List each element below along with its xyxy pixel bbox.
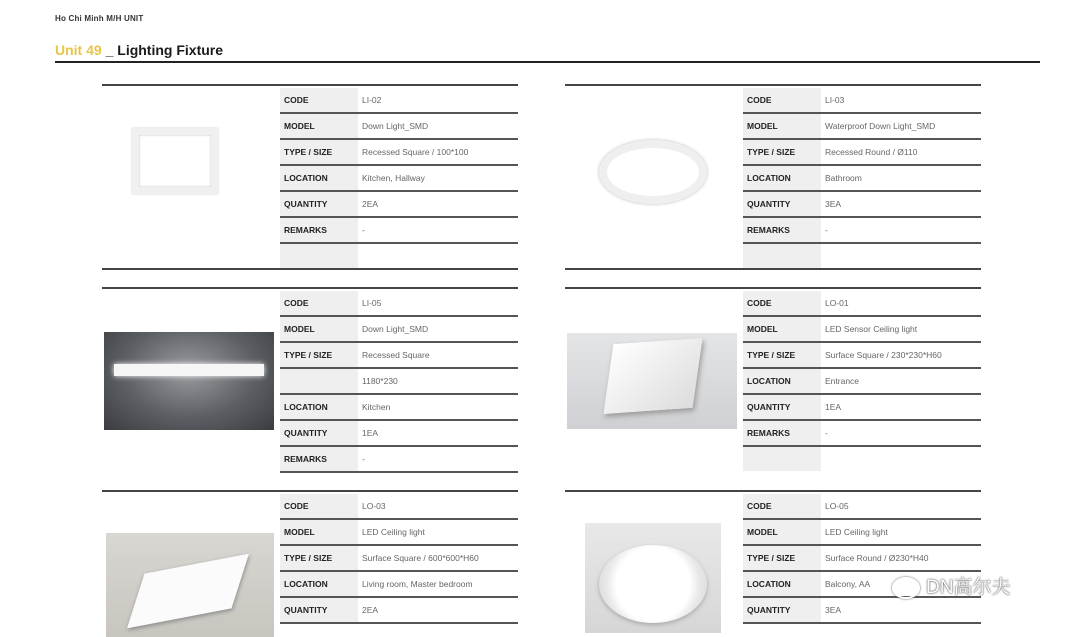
fixture-block-li-03 bbox=[565, 84, 981, 272]
block-top-rule bbox=[102, 84, 518, 86]
value-quantity: 1EA bbox=[362, 428, 379, 438]
spec-row-model bbox=[743, 317, 981, 343]
spec-row-quantity bbox=[280, 421, 518, 447]
spec-row-location bbox=[280, 166, 518, 192]
fixture-photo bbox=[106, 533, 274, 637]
label-model: MODEL bbox=[743, 520, 821, 544]
spec-row-type-size bbox=[743, 140, 981, 166]
value-model: LED Sensor Ceiling light bbox=[825, 324, 918, 334]
spec-row-remarks bbox=[280, 447, 518, 473]
block-top-rule bbox=[565, 490, 981, 492]
value-model: LED Ceiling light bbox=[362, 527, 425, 537]
fixture-block-li-05 bbox=[102, 287, 518, 477]
label-type-size: TYPE / SIZE bbox=[743, 140, 821, 164]
label-code: CODE bbox=[743, 291, 821, 315]
spec-row-remarks bbox=[280, 218, 518, 244]
label-location: LOCATION bbox=[743, 572, 821, 596]
spec-row-code bbox=[280, 494, 518, 520]
block-bottom-rule bbox=[565, 268, 981, 270]
label-blank bbox=[280, 369, 358, 393]
label-code: CODE bbox=[743, 494, 821, 518]
fixture-photo bbox=[599, 140, 707, 204]
fixture-block-lo-01 bbox=[565, 287, 981, 477]
spec-row-location bbox=[280, 572, 518, 598]
spec-row-type-size bbox=[743, 546, 981, 572]
label-code: CODE bbox=[280, 291, 358, 315]
label-quantity: QUANTITY bbox=[743, 192, 821, 216]
label-remarks: REMARKS bbox=[280, 447, 358, 471]
spec-row-quantity bbox=[743, 395, 981, 421]
fixture-block-lo-03 bbox=[102, 490, 518, 633]
label-code: CODE bbox=[280, 88, 358, 112]
ceiling-panel bbox=[127, 554, 249, 629]
value-location: Living room, Master bedroom bbox=[362, 579, 473, 589]
block-top-rule bbox=[565, 84, 981, 86]
page-title bbox=[55, 42, 223, 58]
fixture-photo bbox=[132, 128, 218, 194]
spec-row-code bbox=[743, 494, 981, 520]
label-code: CODE bbox=[743, 88, 821, 112]
value-model: Down Light_SMD bbox=[362, 121, 429, 131]
wechat-icon bbox=[892, 577, 920, 599]
spec-row-type-size-cont bbox=[280, 369, 518, 395]
block-bottom-rule bbox=[102, 268, 518, 270]
label-quantity: QUANTITY bbox=[743, 395, 821, 419]
key-column-filler bbox=[743, 244, 821, 268]
title-separator: _ bbox=[101, 42, 118, 58]
label-location: LOCATION bbox=[280, 166, 358, 190]
value-remarks: - bbox=[825, 428, 828, 438]
value-code: LI-02 bbox=[362, 95, 382, 105]
ceiling-box bbox=[603, 338, 702, 414]
label-type-size: TYPE / SIZE bbox=[280, 546, 358, 570]
block-top-rule bbox=[102, 490, 518, 492]
label-quantity: QUANTITY bbox=[743, 598, 821, 622]
spec-table bbox=[743, 494, 981, 624]
block-top-rule bbox=[565, 287, 981, 289]
spec-row-location bbox=[743, 369, 981, 395]
spec-table bbox=[743, 291, 981, 447]
value-type-size-2: 1180*230 bbox=[362, 376, 398, 386]
value-type-size: Surface Square / 230*230*H60 bbox=[825, 350, 942, 360]
spec-row-remarks bbox=[743, 421, 981, 447]
key-column-filler bbox=[743, 447, 821, 471]
label-location: LOCATION bbox=[743, 166, 821, 190]
value-model: Waterproof Down Light_SMD bbox=[825, 121, 936, 131]
spec-row-location bbox=[743, 166, 981, 192]
value-quantity: 3EA bbox=[825, 605, 842, 615]
spec-row-type-size bbox=[743, 343, 981, 369]
value-type-size: Surface Round / Ø230*H40 bbox=[825, 553, 929, 563]
spec-row-model bbox=[280, 520, 518, 546]
label-location: LOCATION bbox=[743, 369, 821, 393]
fixture-block-lo-05 bbox=[565, 490, 981, 633]
value-remarks: - bbox=[825, 225, 828, 235]
spec-row-code bbox=[743, 291, 981, 317]
label-remarks: REMARKS bbox=[743, 218, 821, 242]
value-type-size: Recessed Square bbox=[362, 350, 430, 360]
key-column-filler bbox=[280, 244, 358, 268]
fixture-photo bbox=[585, 523, 721, 633]
value-remarks: - bbox=[362, 225, 365, 235]
value-quantity: 1EA bbox=[825, 402, 842, 412]
spec-row-model bbox=[280, 114, 518, 140]
spec-row-quantity bbox=[743, 192, 981, 218]
label-quantity: QUANTITY bbox=[280, 192, 358, 216]
label-type-size: TYPE / SIZE bbox=[743, 343, 821, 367]
watermark-text: DN高尔夫 bbox=[926, 577, 1011, 598]
value-model: LED Ceiling light bbox=[825, 527, 888, 537]
spec-row-type-size bbox=[280, 546, 518, 572]
value-location: Entrance bbox=[825, 376, 860, 386]
spec-row-quantity bbox=[280, 192, 518, 218]
page-header: Ho Chi Minh M/H UNIT bbox=[55, 14, 144, 23]
label-model: MODEL bbox=[280, 317, 358, 341]
spec-row-code bbox=[280, 88, 518, 114]
fixture-photo bbox=[104, 332, 274, 430]
value-quantity: 3EA bbox=[825, 199, 842, 209]
spec-row-quantity bbox=[280, 598, 518, 624]
spec-row-model bbox=[743, 114, 981, 140]
title-rule bbox=[55, 61, 1040, 63]
value-location: Balcony, AA bbox=[825, 579, 871, 589]
label-type-size: TYPE / SIZE bbox=[280, 343, 358, 367]
label-code: CODE bbox=[280, 494, 358, 518]
label-remarks: REMARKS bbox=[280, 218, 358, 242]
label-location: LOCATION bbox=[280, 572, 358, 596]
label-location: LOCATION bbox=[280, 395, 358, 419]
label-model: MODEL bbox=[743, 114, 821, 138]
value-location: Kitchen, Hallway bbox=[362, 173, 425, 183]
spec-table bbox=[280, 291, 518, 473]
round-fixture bbox=[599, 545, 707, 623]
label-type-size: TYPE / SIZE bbox=[280, 140, 358, 164]
spec-table bbox=[280, 88, 518, 244]
spec-row-location bbox=[280, 395, 518, 421]
spec-row-quantity bbox=[743, 598, 981, 624]
watermark bbox=[892, 572, 1010, 599]
block-top-rule bbox=[102, 287, 518, 289]
spec-row-code bbox=[280, 291, 518, 317]
label-type-size: TYPE / SIZE bbox=[743, 546, 821, 570]
spec-row-model bbox=[743, 520, 981, 546]
value-location: Bathroom bbox=[825, 173, 862, 183]
value-type-size: Recessed Square / 100*100 bbox=[362, 147, 469, 157]
spec-row-model bbox=[280, 317, 518, 343]
spec-table bbox=[280, 494, 518, 624]
label-remarks: REMARKS bbox=[743, 421, 821, 445]
label-quantity: QUANTITY bbox=[280, 598, 358, 622]
fixture-photo bbox=[567, 333, 737, 429]
spec-table bbox=[743, 88, 981, 244]
value-code: LO-03 bbox=[362, 501, 386, 511]
light-bar bbox=[114, 364, 264, 376]
label-model: MODEL bbox=[743, 317, 821, 341]
value-model: Down Light_SMD bbox=[362, 324, 429, 334]
spec-row-type-size bbox=[280, 140, 518, 166]
title-text: Lighting Fixture bbox=[117, 42, 224, 58]
label-model: MODEL bbox=[280, 114, 358, 138]
value-type-size: Recessed Round / Ø110 bbox=[825, 147, 918, 157]
value-code: LO-01 bbox=[825, 298, 849, 308]
label-model: MODEL bbox=[280, 520, 358, 544]
value-remarks: - bbox=[362, 454, 365, 464]
value-code: LO-05 bbox=[825, 501, 849, 511]
value-code: LI-03 bbox=[825, 95, 845, 105]
label-quantity: QUANTITY bbox=[280, 421, 358, 445]
spec-row-code bbox=[743, 88, 981, 114]
value-quantity: 2EA bbox=[362, 199, 379, 209]
spec-row-remarks bbox=[743, 218, 981, 244]
unit-number: Unit 49 bbox=[55, 42, 102, 58]
fixture-block-li-02 bbox=[102, 84, 518, 272]
spec-row-type-size bbox=[280, 343, 518, 369]
value-type-size: Surface Square / 600*600*H60 bbox=[362, 553, 479, 563]
value-code: LI-05 bbox=[362, 298, 382, 308]
value-quantity: 2EA bbox=[362, 605, 379, 615]
value-location: Kitchen bbox=[362, 402, 391, 412]
